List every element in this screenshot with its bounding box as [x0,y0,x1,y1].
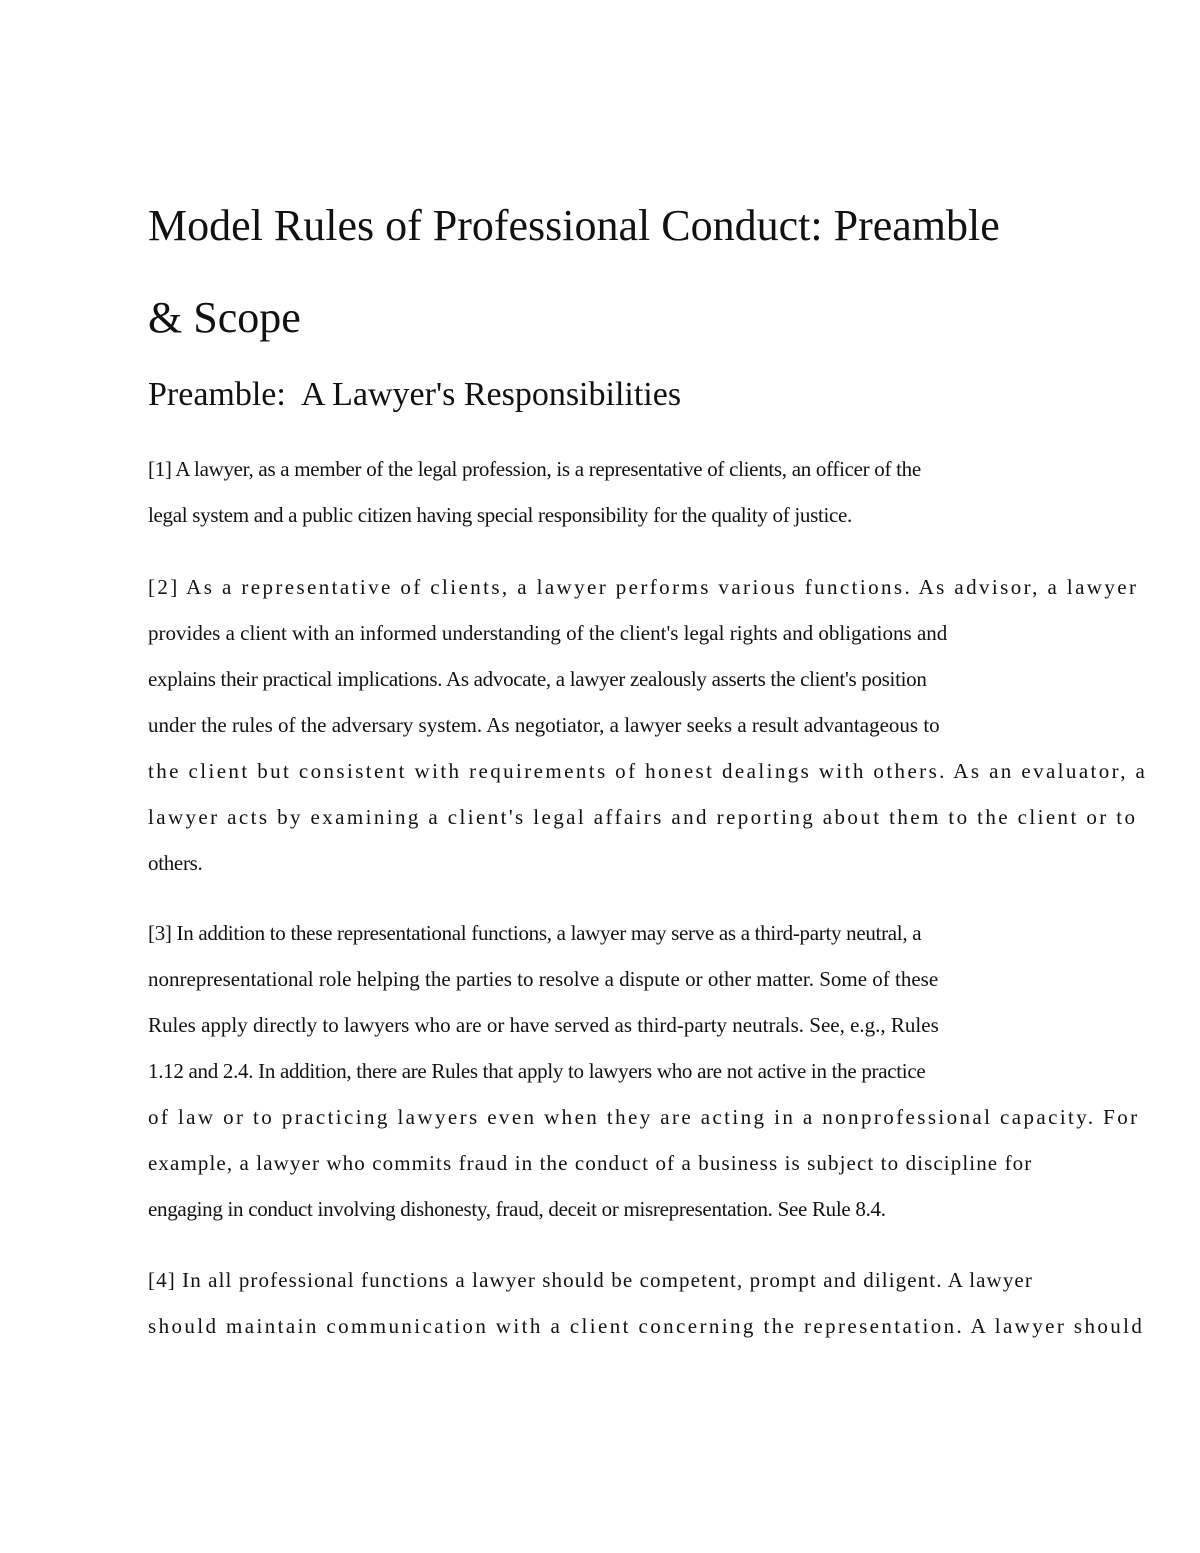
paragraph-4 [148,1257,1200,1349]
paragraph-line: legal system and a public citizen having special responsibility for the quality of justice. [148,503,853,527]
paragraph-line: Rules apply directly to lawyers who are or have served as third-party neutrals. See, e.g., Rules [148,1013,939,1037]
paragraph-line: the client but consistent with requirements of honest dealings with others. As an evaluator, a [148,759,1148,783]
paragraph-line: [2] As a representative of clients, a lawyer performs various functions. As advisor, a lawyer [148,575,1139,599]
paragraph-line: engaging in conduct involving dishonesty, fraud, deceit or misrepresentation. See Rule 8.4. [148,1197,886,1221]
paragraph-3 [148,910,1200,1232]
document-title [148,180,1148,364]
paragraph-line: nonrepresentational role helping the parties to resolve a dispute or other matter. Some of these [148,967,939,991]
paragraph-line: 1.12 and 2.4. In addition, there are Rules that apply to lawyers who are not active in the practice [148,1059,926,1083]
title-line-1: Model Rules of Professional Conduct: Preamble [148,201,1000,250]
paragraph-2 [148,564,1200,886]
section-heading: Preamble: A Lawyer's Responsibilities [148,376,682,413]
paragraph-line: [3] In addition to these representational functions, a lawyer may serve as a third-party neutral, a [148,921,922,945]
paragraph-line: under the rules of the adversary system. As negotiator, a lawyer seeks a result advantageous to [148,713,940,737]
paragraph-line: of law or to practicing lawyers even when they are acting in a nonprofessional capacity. For [148,1105,1140,1129]
paragraph-line: provides a client with an informed understanding of the client's legal rights and obligations and [148,621,948,645]
paragraph-line: explains their practical implications. As advocate, a lawyer zealously asserts the client's position [148,667,927,691]
paragraph-1 [148,446,1200,538]
paragraph-line: [4] In all professional functions a lawyer should be competent, prompt and diligent. A lawyer [148,1268,1033,1292]
paragraph-line: should maintain communication with a client concerning the representation. A lawyer should [148,1314,1145,1338]
paragraph-line: example, a lawyer who commits fraud in the conduct of a business is subject to discipline for [148,1151,1033,1175]
title-line-2: & Scope [148,293,301,342]
paragraph-line: lawyer acts by examining a client's legal affairs and reporting about them to the client or to [148,805,1138,829]
paragraph-line: others. [148,851,203,875]
paragraph-line: [1] A lawyer, as a member of the legal profession, is a representative of clients, an officer of the [148,457,921,481]
